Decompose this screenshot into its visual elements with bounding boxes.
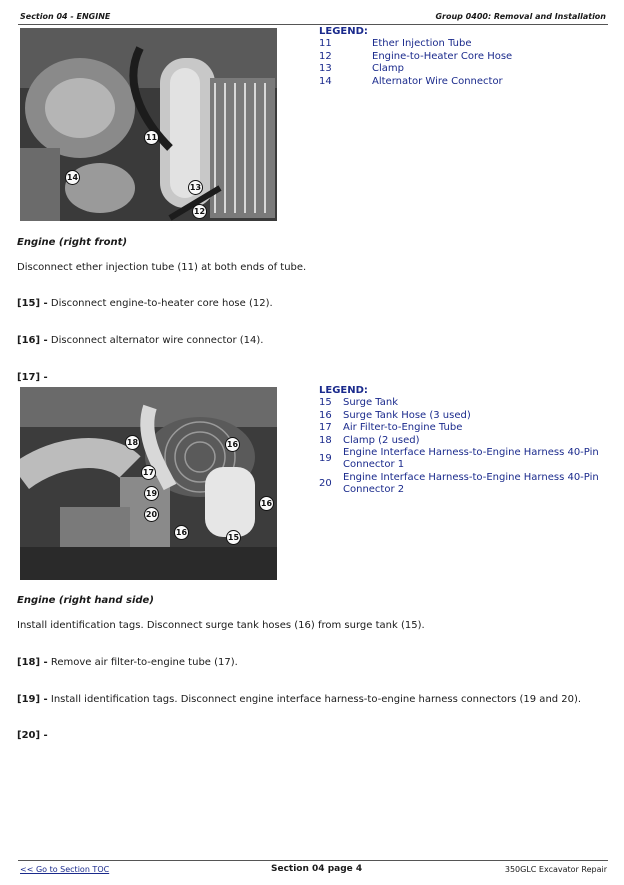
legend-text: Air Filter-to-Engine Tube [343,422,463,434]
step-body: Disconnect ether injection tube (11) at both ends of tube. [17,262,307,273]
header-rule [18,24,608,25]
figure-1-caption: Engine (right front) [17,237,128,248]
engine-right-front-photo [20,28,277,221]
callout-12: 12 [192,204,207,219]
legend-num: 17 [319,422,332,434]
legend-num: 19 [319,453,332,465]
legend-num: 13 [319,63,332,75]
legend-2-row [319,410,609,422]
step-body: Install identification tags. Disconnect engine interface harness-to-engine harness connectors (19 and 20). [47,694,582,705]
callout-19: 19 [144,486,159,501]
callout-13: 13 [188,180,203,195]
legend-1-row [319,63,609,75]
legend-num: 11 [319,38,332,50]
callout-16: 16 [174,525,189,540]
legend-1-row [319,51,609,63]
step-prefix: [16] - [17,335,48,346]
legend-1-title: LEGEND: [319,26,368,37]
step-body: Remove air filter-to-engine tube (17). [47,657,238,668]
legend-num: 15 [319,397,332,409]
legend-num: 14 [319,75,332,87]
legend-text: Clamp (2 used) [343,434,420,446]
group-header: Group 0400: Removal and Installation [435,12,606,21]
document-title: 350GLC Excavator Repair [504,865,607,874]
step-prefix: [17] - [17,372,48,383]
legend-1 [319,26,609,88]
legend-2-title: LEGEND: [319,385,368,396]
legend-2-row [319,447,609,472]
engine-right-side-photo [20,387,277,580]
step-text [17,262,306,273]
legend-2-row [319,422,609,434]
callout-14: 14 [65,170,80,185]
footer-rule [18,860,608,861]
legend-text: Ether Injection Tube [372,38,472,50]
legend-2-row [319,397,609,409]
legend-2-row [319,435,609,447]
step-19 [17,694,581,705]
step-prefix: [20] - [17,730,48,741]
legend-1-row [319,38,609,50]
legend-num: 16 [319,409,332,421]
step-body: Install identification tags. Disconnect surge tank hoses (16) from surge tank (15). [17,620,425,631]
legend-text: Surge Tank [343,397,399,409]
step-20 [17,730,48,741]
legend-text: Engine Interface Harness-to-Engine Harness 40-Pin Connector 2 [343,471,599,496]
legend-num: 18 [319,434,332,446]
legend-2 [319,385,609,497]
legend-text: Engine Interface Harness-to-Engine Harness 40-Pin Connector 1 [343,447,599,471]
figure-2-caption: Engine (right hand side) [17,595,154,606]
step-15 [17,298,273,309]
callout-16: 16 [225,437,240,452]
step-17 [17,372,48,383]
legend-text: Engine-to-Heater Core Hose [372,50,513,62]
step-16 [17,335,263,346]
legend-num: 20 [319,478,332,490]
legend-num: 12 [319,50,332,62]
callout-15: 15 [226,530,241,545]
section-header: Section 04 - ENGINE [20,12,111,21]
section-toc-link[interactable]: << Go to Section TOC [20,865,110,874]
callout-17: 17 [141,465,156,480]
step-body: Disconnect alternator wire connector (14). [47,335,264,346]
step-text [17,620,425,631]
legend-2-row [319,472,609,497]
callout-18: 18 [125,435,140,450]
callout-16: 16 [259,496,274,511]
step-18 [17,657,238,668]
callout-20: 20 [144,507,159,522]
step-prefix: [19] - [17,694,48,705]
callout-11: 11 [144,130,159,145]
legend-1-row [319,76,609,88]
step-body: Disconnect engine-to-heater core hose (12). [47,298,273,309]
legend-text: Alternator Wire Connector [372,75,503,87]
legend-text: Surge Tank Hose (3 used) [343,409,471,421]
step-prefix: [18] - [17,657,48,668]
step-prefix: [15] - [17,298,48,309]
page-number: Section 04 page 4 [271,864,363,874]
legend-text: Clamp [372,63,404,75]
